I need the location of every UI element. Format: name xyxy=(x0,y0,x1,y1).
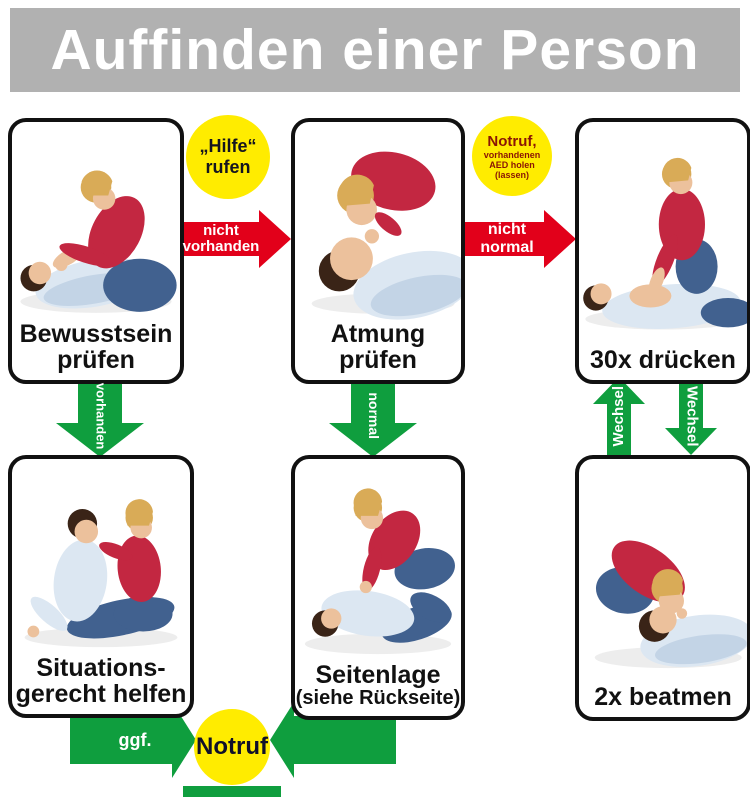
photo-breathing-check xyxy=(295,122,461,321)
step-box-recovery-position xyxy=(291,455,465,720)
arrow-not-present-label: nicht vorhanden xyxy=(182,221,260,255)
step-box-breathing xyxy=(291,118,465,384)
photo-rescue-breaths xyxy=(579,459,747,684)
bubble-emergency-call: Notruf xyxy=(194,709,270,785)
step-label-recovery-position: Seitenlage (siehe Rückseite) xyxy=(295,661,461,710)
arrow-not-normal-label: nicht normal xyxy=(480,221,534,256)
step-label-breathing: Atmung prüfen xyxy=(330,320,426,374)
step-box-rescue-breaths xyxy=(575,455,750,721)
photo-recovery-position xyxy=(295,459,461,662)
arrow-switch-down-label: Wechsel xyxy=(683,385,701,447)
step-label-compressions: 30x drücken xyxy=(590,346,736,374)
step-box-compressions xyxy=(575,118,750,384)
arrow-present-label: vorhanden xyxy=(93,382,109,450)
arrow-switch-up-label: Wechsel xyxy=(609,385,627,447)
step-label-rescue-breaths: 2x beatmen xyxy=(594,683,732,711)
bubble-call-for-help: „Hilfe“ rufen xyxy=(186,115,270,199)
photo-consciousness-check xyxy=(12,122,180,321)
arrow-if-needed-label: ggf. xyxy=(118,730,152,751)
arrow-normal-label: normal xyxy=(365,392,382,440)
photo-situation-help xyxy=(12,459,190,655)
bottom-green-strip xyxy=(183,786,281,797)
step-label-consciousness: Bewusstsein prüfen xyxy=(19,320,173,374)
step-label-situation-help: Situations- gerecht helfen xyxy=(15,654,187,708)
page-title-bar xyxy=(10,8,740,92)
step-box-situation-help xyxy=(8,455,194,718)
step-box-consciousness xyxy=(8,118,184,384)
bubble-emergency-call-aed: Notruf, vorhandenen AED holen (lassen) xyxy=(472,116,552,196)
photo-chest-compressions xyxy=(579,122,747,347)
page-title: Auffinden einer Person xyxy=(50,18,700,82)
